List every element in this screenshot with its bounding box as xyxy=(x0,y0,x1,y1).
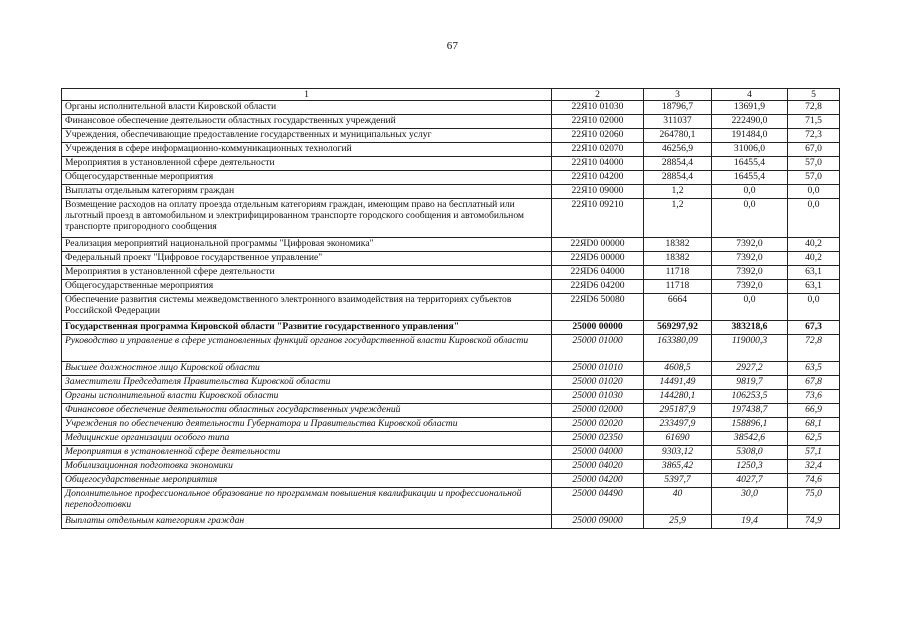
row-value-4-cell: 197438,7 xyxy=(712,404,788,418)
row-value-4-cell: 7392,0 xyxy=(712,238,788,252)
row-value-5-cell: 40,2 xyxy=(788,238,840,252)
table-row xyxy=(62,474,840,488)
table-row xyxy=(62,115,840,129)
header-col-3: 3 xyxy=(644,89,712,101)
row-value-5-cell: 72,8 xyxy=(788,101,840,115)
row-value-4-cell: 191484,0 xyxy=(712,129,788,143)
table-row xyxy=(62,266,840,280)
row-value-5-cell: 0,0 xyxy=(788,294,840,321)
row-code-cell: 22ЯD0 00000 xyxy=(552,238,644,252)
table-row xyxy=(62,488,840,515)
table-row xyxy=(62,321,840,335)
row-code-cell: 22ЯD6 50080 xyxy=(552,294,644,321)
table-row xyxy=(62,280,840,294)
row-name-cell: Общегосударственные мероприятия xyxy=(62,280,552,294)
row-code-cell: 22ЯD6 04200 xyxy=(552,280,644,294)
row-value-3-cell: 5397,7 xyxy=(644,474,712,488)
row-name-cell: Учреждения по обеспечению деятельности Губернатора и Правительства Кировской области xyxy=(62,418,552,432)
row-value-5-cell: 67,3 xyxy=(788,321,840,335)
row-value-5-cell: 73,6 xyxy=(788,390,840,404)
row-value-3-cell: 163380,09 xyxy=(644,335,712,362)
row-value-4-cell: 38542,6 xyxy=(712,432,788,446)
table-row xyxy=(62,404,840,418)
row-value-4-cell: 7392,0 xyxy=(712,266,788,280)
row-value-3-cell: 25,9 xyxy=(644,515,712,529)
table-body xyxy=(62,101,840,529)
row-value-5-cell: 57,1 xyxy=(788,446,840,460)
row-value-4-cell: 222490,0 xyxy=(712,115,788,129)
row-value-5-cell: 0,0 xyxy=(788,185,840,199)
row-value-3-cell: 14491,49 xyxy=(644,376,712,390)
row-value-4-cell: 0,0 xyxy=(712,185,788,199)
row-name-cell: Финансовое обеспечение деятельности областных государственных учреждений xyxy=(62,404,552,418)
row-code-cell: 25000 01010 xyxy=(552,362,644,376)
row-value-4-cell: 13691,9 xyxy=(712,101,788,115)
row-name-cell: Обеспечение развития системы межведомственного электронного взаимодействия на территориях субъектов Российской Федерации xyxy=(62,294,552,321)
header-col-2: 2 xyxy=(552,89,644,101)
row-code-cell: 22ЯD6 04000 xyxy=(552,266,644,280)
row-code-cell: 25000 09000 xyxy=(552,515,644,529)
row-value-5-cell: 67,0 xyxy=(788,143,840,157)
row-code-cell: 22ЯD6 00000 xyxy=(552,252,644,266)
row-value-3-cell: 46256,9 xyxy=(644,143,712,157)
table-row xyxy=(62,418,840,432)
row-value-4-cell: 16455,4 xyxy=(712,157,788,171)
table-row xyxy=(62,252,840,266)
row-code-cell: 22Я10 01030 xyxy=(552,101,644,115)
table-row xyxy=(62,460,840,474)
row-value-4-cell: 158896,1 xyxy=(712,418,788,432)
row-value-3-cell: 6664 xyxy=(644,294,712,321)
row-name-cell: Заместители Председателя Правительства Кировской области xyxy=(62,376,552,390)
row-name-cell: Выплаты отдельным категориям граждан xyxy=(62,515,552,529)
row-value-3-cell: 61690 xyxy=(644,432,712,446)
table-header-row xyxy=(62,89,840,101)
row-value-5-cell: 0,0 xyxy=(788,199,840,238)
row-value-5-cell: 68,1 xyxy=(788,418,840,432)
row-value-4-cell: 0,0 xyxy=(712,294,788,321)
row-name-cell: Дополнительное профессиональное образование по программам повышения квалификации и профессиональной переподготовки xyxy=(62,488,552,515)
table-row xyxy=(62,294,840,321)
row-value-5-cell: 63,1 xyxy=(788,280,840,294)
row-value-4-cell: 9819,7 xyxy=(712,376,788,390)
row-value-5-cell: 40,2 xyxy=(788,252,840,266)
row-value-3-cell: 1,2 xyxy=(644,185,712,199)
row-value-4-cell: 383218,6 xyxy=(712,321,788,335)
row-value-4-cell: 30,0 xyxy=(712,488,788,515)
header-col-4: 4 xyxy=(712,89,788,101)
row-value-5-cell: 57,0 xyxy=(788,157,840,171)
row-name-cell: Выплаты отдельным категориям граждан xyxy=(62,185,552,199)
row-value-3-cell: 4608,5 xyxy=(644,362,712,376)
table-row xyxy=(62,376,840,390)
row-value-3-cell: 40 xyxy=(644,488,712,515)
header-col-5: 5 xyxy=(788,89,840,101)
table-row xyxy=(62,515,840,529)
row-code-cell: 25000 02350 xyxy=(552,432,644,446)
row-value-3-cell: 28854,4 xyxy=(644,157,712,171)
row-value-5-cell: 62,5 xyxy=(788,432,840,446)
row-name-cell: Общегосударственные мероприятия xyxy=(62,171,552,185)
row-value-5-cell: 57,0 xyxy=(788,171,840,185)
row-name-cell: Высшее должностное лицо Кировской области xyxy=(62,362,552,376)
table-row xyxy=(62,171,840,185)
row-code-cell: 25000 01000 xyxy=(552,335,644,362)
row-code-cell: 25000 04200 xyxy=(552,474,644,488)
row-value-4-cell: 31006,0 xyxy=(712,143,788,157)
row-code-cell: 25000 04000 xyxy=(552,446,644,460)
row-code-cell: 22Я10 02060 xyxy=(552,129,644,143)
table-row xyxy=(62,199,840,238)
table-row xyxy=(62,157,840,171)
row-value-5-cell: 72,8 xyxy=(788,335,840,362)
row-name-cell: Возмещение расходов на оплату проезда отдельным категориям граждан, имеющим право на бесплатный или льготный проезд в автомобильном и электрифицированном транспорте городского сообщения и автомобильном транспорте пригородного сообщения xyxy=(62,199,552,238)
row-value-3-cell: 3865,42 xyxy=(644,460,712,474)
row-code-cell: 22Я10 04000 xyxy=(552,157,644,171)
row-value-3-cell: 18382 xyxy=(644,238,712,252)
row-value-3-cell: 18382 xyxy=(644,252,712,266)
row-value-5-cell: 72,3 xyxy=(788,129,840,143)
row-name-cell: Реализация мероприятий национальной программы "Цифровая экономика" xyxy=(62,238,552,252)
row-value-3-cell: 9303,12 xyxy=(644,446,712,460)
row-value-5-cell: 75,0 xyxy=(788,488,840,515)
row-value-5-cell: 71,5 xyxy=(788,115,840,129)
row-name-cell: Медицинские организации особого типа xyxy=(62,432,552,446)
row-code-cell: 25000 00000 xyxy=(552,321,644,335)
row-name-cell: Мероприятия в установленной сфере деятельности xyxy=(62,266,552,280)
row-value-4-cell: 7392,0 xyxy=(712,252,788,266)
table-row xyxy=(62,362,840,376)
row-value-4-cell: 5308,0 xyxy=(712,446,788,460)
row-name-cell: Органы исполнительной власти Кировской области xyxy=(62,390,552,404)
row-name-cell: Государственная программа Кировской области "Развитие государственного управления" xyxy=(62,321,552,335)
row-code-cell: 25000 02020 xyxy=(552,418,644,432)
row-name-cell: Мероприятия в установленной сфере деятельности xyxy=(62,446,552,460)
table-row xyxy=(62,432,840,446)
table-row xyxy=(62,143,840,157)
header-col-1: 1 xyxy=(62,89,552,101)
table-row xyxy=(62,238,840,252)
row-value-4-cell: 0,0 xyxy=(712,199,788,238)
row-value-3-cell: 233497,9 xyxy=(644,418,712,432)
row-value-5-cell: 63,5 xyxy=(788,362,840,376)
table-row xyxy=(62,390,840,404)
table-row xyxy=(62,129,840,143)
table-row xyxy=(62,335,840,362)
row-code-cell: 22Я10 09000 xyxy=(552,185,644,199)
table-row xyxy=(62,446,840,460)
row-name-cell: Учреждения в сфере информационно-коммуникационных технологий xyxy=(62,143,552,157)
row-value-5-cell: 63,1 xyxy=(788,266,840,280)
row-value-4-cell: 1250,3 xyxy=(712,460,788,474)
row-value-3-cell: 569297,92 xyxy=(644,321,712,335)
row-code-cell: 25000 01020 xyxy=(552,376,644,390)
row-value-5-cell: 74,6 xyxy=(788,474,840,488)
row-value-3-cell: 311037 xyxy=(644,115,712,129)
row-value-3-cell: 11718 xyxy=(644,280,712,294)
row-name-cell: Органы исполнительной власти Кировской области xyxy=(62,101,552,115)
row-code-cell: 25000 01030 xyxy=(552,390,644,404)
row-value-3-cell: 1,2 xyxy=(644,199,712,238)
row-value-3-cell: 144280,1 xyxy=(644,390,712,404)
row-value-4-cell: 106253,5 xyxy=(712,390,788,404)
row-name-cell: Учреждения, обеспечивающие предоставление государственных и муниципальных услуг xyxy=(62,129,552,143)
row-name-cell: Руководство и управление в сфере установленных функций органов государственной власти Кировской области xyxy=(62,335,552,362)
row-name-cell: Мероприятия в установленной сфере деятельности xyxy=(62,157,552,171)
row-value-3-cell: 28854,4 xyxy=(644,171,712,185)
row-value-4-cell: 2927,2 xyxy=(712,362,788,376)
row-value-4-cell: 119000,3 xyxy=(712,335,788,362)
row-name-cell: Общегосударственные мероприятия xyxy=(62,474,552,488)
row-value-3-cell: 295187,9 xyxy=(644,404,712,418)
row-code-cell: 22Я10 04200 xyxy=(552,171,644,185)
row-code-cell: 25000 04490 xyxy=(552,488,644,515)
row-value-4-cell: 4027,7 xyxy=(712,474,788,488)
row-code-cell: 22Я10 02070 xyxy=(552,143,644,157)
budget-table xyxy=(61,88,840,529)
row-code-cell: 22Я10 09210 xyxy=(552,199,644,238)
row-name-cell: Финансовое обеспечение деятельности областных государственных учреждений xyxy=(62,115,552,129)
row-value-3-cell: 264780,1 xyxy=(644,129,712,143)
page-number: 67 xyxy=(446,40,459,52)
row-value-4-cell: 16455,4 xyxy=(712,171,788,185)
row-value-5-cell: 32,4 xyxy=(788,460,840,474)
row-code-cell: 25000 02000 xyxy=(552,404,644,418)
row-value-5-cell: 67,8 xyxy=(788,376,840,390)
row-value-4-cell: 7392,0 xyxy=(712,280,788,294)
table-row xyxy=(62,101,840,115)
row-value-4-cell: 19,4 xyxy=(712,515,788,529)
row-code-cell: 22Я10 02000 xyxy=(552,115,644,129)
row-code-cell: 25000 04020 xyxy=(552,460,644,474)
row-value-5-cell: 66,9 xyxy=(788,404,840,418)
row-value-3-cell: 18796,7 xyxy=(644,101,712,115)
row-value-5-cell: 74,9 xyxy=(788,515,840,529)
table-row xyxy=(62,185,840,199)
row-value-3-cell: 11718 xyxy=(644,266,712,280)
row-name-cell: Федеральный проект "Цифровое государственное управление" xyxy=(62,252,552,266)
row-name-cell: Мобилизационная подготовка экономики xyxy=(62,460,552,474)
